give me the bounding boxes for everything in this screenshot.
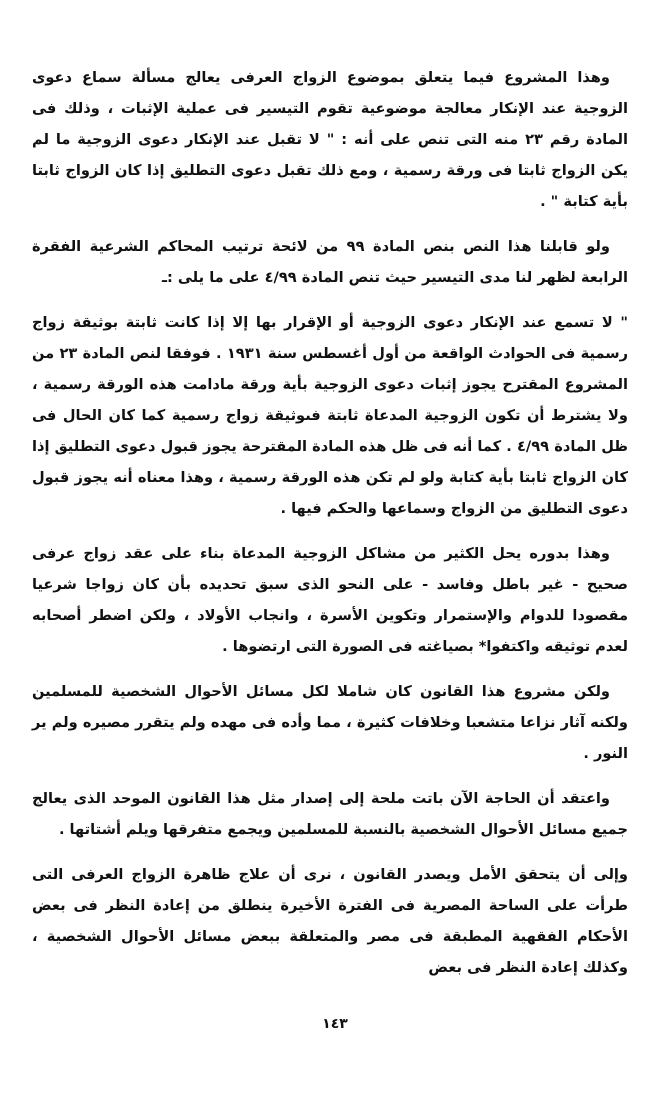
paragraph	[32, 538, 628, 662]
paragraph	[32, 783, 628, 845]
paragraph	[32, 62, 628, 217]
body-text	[32, 62, 628, 983]
paragraph	[32, 859, 628, 983]
paragraph-text: وهذا بدوره يحل الكثير من مشاكل الزوجية المدعاة بناء على عقد زواج عرفى صحيح - غير باطل وفاسد - على النحو الذى سبق تحديده بأن كان زواجا شرعيا مقصودا للدوام والإستمرار وتكوين الأسرة ، وانجاب الأولاد ، ولكن اضطر أصحابه لعدم توثيقه واكتفوا* بصياغته فى الصورة التى ارتضوها .	[32, 545, 628, 655]
page-number: ١٤٣	[322, 1016, 348, 1032]
paragraph-text: ولكن مشروع هذا القانون كان شاملا لكل مسائل الأحوال الشخصية للمسلمين ولكنه آثار نزاعا متشعبا وخلافات كثيرة ، مما وأده فى مهده ولم يتقرر مصيره ولم ير النور .	[32, 683, 628, 762]
paragraph-text: ولو قابلنا هذا النص بنص المادة ٩٩ من لائحة ترتيب المحاكم الشرعية الفقرة الرابعة لظهر لنا مدى التيسير حيث تنص المادة ٤/٩٩ على ما يلى :ـ	[32, 238, 628, 286]
paragraph	[32, 676, 628, 769]
paragraph-text: وإلى أن يتحقق الأمل ويصدر القانون ، نرى أن علاج ظاهرة الزواج العرفى التى طرأت على الساحة المصرية فى الفترة الأخيرة ينطلق من إعادة النظر فى بعض الأحكام الفقهية المطبقة فى مصر والمتعلقة ببعض مسائل الأحوال الشخصية ، وكذلك إعادة النظر فى بعض	[32, 866, 628, 976]
paragraph-text: وهذا المشروع فيما يتعلق بموضوع الزواج العرفى يعالج مسألة سماع دعوى الزوجية عند الإنكار معالجة موضوعية تقوم التيسير فى عملية الإثبات ، وذلك فى المادة رقم ٢٣ منه التى تنص على أنه : " لا تقبل عند الإنكار دعوى الزوجية ما لم يكن الزواج ثابتا فى ورقة رسمية ، ومع ذلك تقبل دعوى التطليق إذا كان الزواج ثابتا بأية كتابة " .	[32, 69, 628, 210]
paragraph	[32, 231, 628, 293]
paragraph-text: " لا تسمع عند الإنكار دعوى الزوجية أو الإقرار بها إلا إذا كانت ثابتة بوثيقة زواج رسمية فى الحوادث الواقعة من أول أغسطس سنة ١٩٣١ . فوفقا لنص المادة ٢٣ من المشروع المقترح يجوز إثبات دعوى الزوجية بأية ورقة مادامت هذه الورقة رسمية ، ولا يشترط أن تكون الزوجية المدعاة ثابتة فىوثيقة زواج رسمية كما كان الحال فى ظل المادة ٤/٩٩ . كما أنه فى ظل هذه المادة المقترحة يجوز قبول دعوى التطليق إذا كان الزواج ثابتا بأية كتابة ولو لم تكن هذه الورقة رسمية ، وهذا معناه أنه يجوز قبول دعوى التطليق من الزواج وسماعها والحكم فيها .	[32, 314, 628, 517]
paragraph-text: واعتقد أن الحاجة الآن باتت ملحة إلى إصدار مثل هذا القانون الموحد الذى يعالج جميع مسائل الأحوال الشخصية بالنسبة للمسلمين ويجمع متفرقها ويلم أشتاتها .	[32, 790, 628, 838]
quoted-paragraph	[32, 307, 628, 524]
